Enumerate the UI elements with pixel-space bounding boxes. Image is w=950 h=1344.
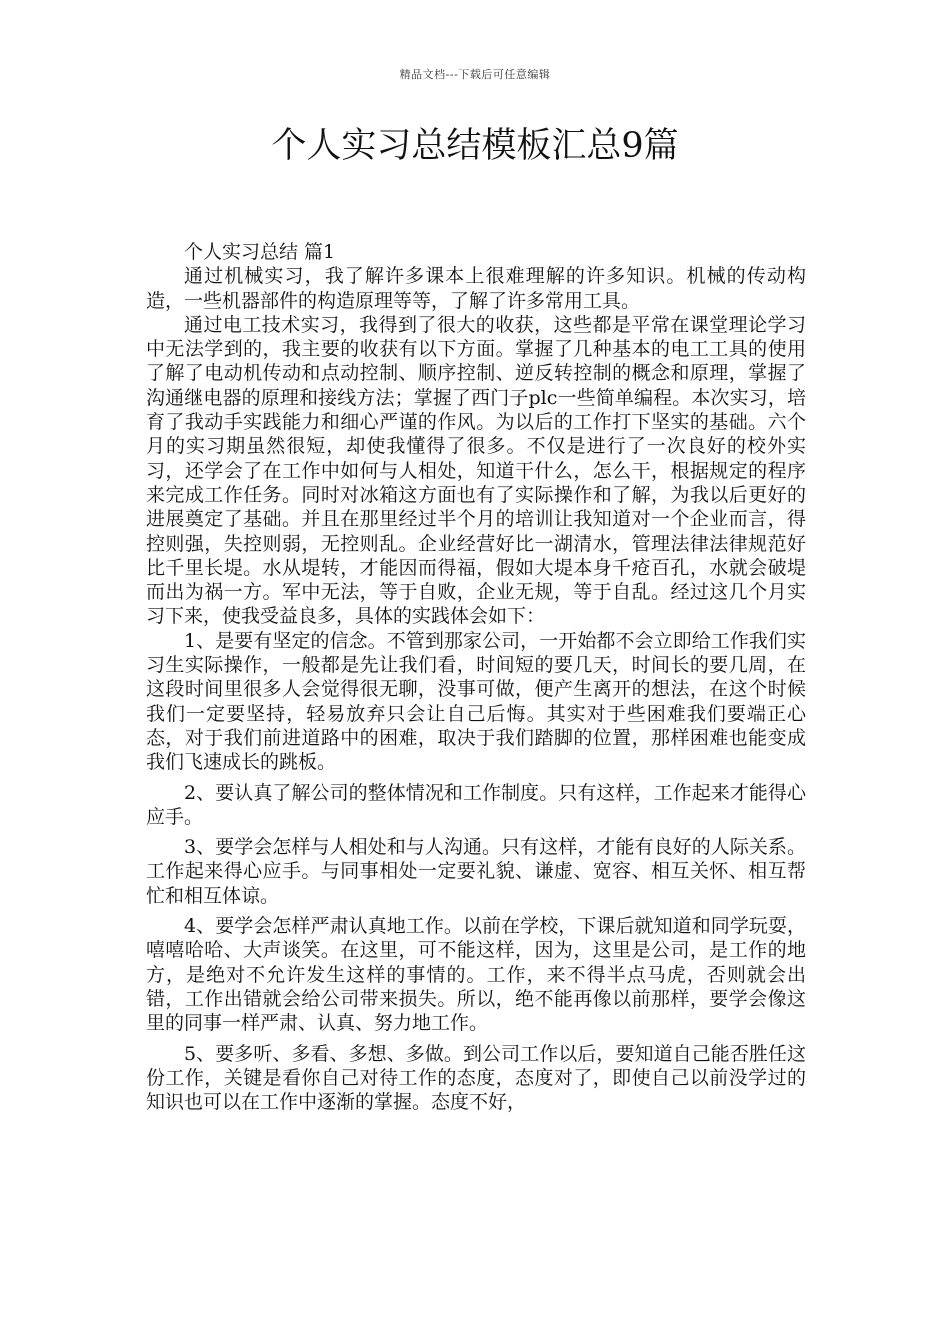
document-title: 个人实习总结模板汇总9篇 (271, 126, 679, 166)
document-body (146, 240, 806, 1114)
paragraph-intro: 通过机械实习，我了解许多课本上很难理解的许多知识。机械的传动构造，一些机器部件的构造原理等等，了解了许多常用工具。 (146, 265, 806, 312)
paragraph-point-2: 2、要认真了解公司的整体情况和工作制度。只有这样，工作起来才能得心应手。 (146, 781, 806, 828)
header-note: 精品文档---下载后可任意编辑 (399, 68, 551, 81)
paragraph-point-1: 1、是要有坚定的信念。不管到那家公司，一开始都不会立即给工作我们实习生实际操作，一般都是先让我们看，时间短的要几天，时间长的要几周，在这段时间里很多人会觉得很无聊，没事可做，便产生离开的想法，在这个时候我们一定要坚持，轻易放弃只会让自己后悔。其实对于些困难我们要端正心态，对于我们前进道路中的困难，取决于我们踏脚的位置，那样困难也能变成我们飞速成长的跳板。 (146, 629, 806, 774)
paragraph-point-5: 5、要多听、多看、多想、多做。到公司工作以后，要知道自己能否胜任这份工作，关键是看你自己对待工作的态度，态度对了，即使自己以前没学过的知识也可以在工作中逐渐的掌握。态度不好， (146, 1042, 806, 1114)
paragraph-electrical: 通过电工技术实习，我得到了很大的收获，这些都是平常在课堂理论学习中无法学到的，我主要的收获有以下方面。掌握了几种基本的电工工具的使用了解了电动机传动和点动控制、顺序控制、逆反转控制的概念和原理，掌握了沟通继电器的原理和接线方法；掌握了西门子plc一些简单编程。本次实习，培育了我动手实践能力和细心严谨的作风。为以后的工作打下坚实的基础。六个月的实习期虽然很短，却使我懂得了很多。不仅是进行了一次良好的校外实习，还学会了在工作中如何与人相处，知道干什么，怎么干，根据规定的程序来完成工作任务。同时对冰箱这方面也有了实际操作和了解，为我以后更好的进展奠定了基础。并且在那里经过半个月的培训让我知道对一个企业而言，得控则强，失控则弱，无控则乱。企业经营好比一湖清水，管理法律法律规范好比千里长堤。水从堤转，才能因而得福，假如大堤本身千疮百孔，水就会破堤而出为祸一方。军中无法，等于自败，企业无规，等于自乱。经过这几个月实习下来，使我受益良多，具体的实践体会如下： (146, 313, 806, 628)
paragraph-point-4: 4、要学会怎样严肃认真地工作。以前在学校，下课后就知道和同学玩耍，嘻嘻哈哈、大声谈笑。在这里，可不能这样，因为，这里是公司，是工作的地方，是绝对不允许发生这样的事情的。工作，来不得半点马虎，否则就会出错，工作出错就会给公司带来损失。所以，绝不能再像以前那样，要学会像这里的同事一样严肃、认真、努力地工作。 (146, 915, 806, 1035)
paragraph-point-3: 3、要学会怎样与人相处和与人沟通。只有这样，才能有良好的人际关系。工作起来得心应手。与同事相处一定要礼貌、谦虚、宽容、相互关怀、相互帮忙和相互体谅。 (146, 836, 806, 907)
section-heading: 个人实习总结 篇1 (184, 241, 336, 263)
